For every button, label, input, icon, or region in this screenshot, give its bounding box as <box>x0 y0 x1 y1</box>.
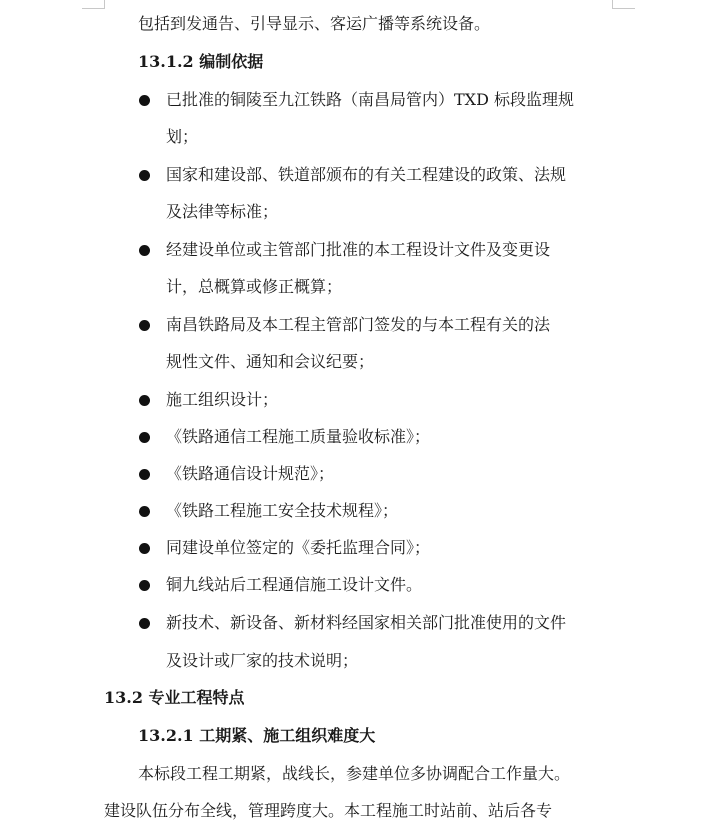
list-item-line: 计，总概算或修正概算； <box>166 277 343 296</box>
page-corner-mark-left <box>82 0 105 9</box>
bullet-icon <box>139 618 150 629</box>
bullet-icon <box>139 432 150 443</box>
list-item-line: 《铁路通信工程施工质量验收标准》； <box>166 427 431 446</box>
paragraph-line: 建设队伍分布全线，管理跨度大。本工程施工时站前、站后各专 <box>104 801 553 820</box>
intro-line: 包括到发通告、引导显示、客运广播等系统设备。 <box>138 14 491 33</box>
list-item-line: 及设计或厂家的技术说明； <box>166 651 359 670</box>
list-item-line: 及法律等标准； <box>166 202 279 221</box>
paragraph-line: 本标段工程工期紧，战线长，参建单位多协调配合工作量大。 <box>138 764 571 783</box>
bullet-icon <box>139 395 150 406</box>
list-item-line: 新技术、新设备、新材料经国家相关部门批准使用的文件 <box>166 613 567 632</box>
list-item-line: 《铁路工程施工安全技术规程》； <box>166 501 399 520</box>
list-item-line: 铜九线站后工程通信施工设计文件。 <box>166 575 423 594</box>
list-item-line: 划； <box>166 127 199 146</box>
bullet-icon <box>139 170 150 181</box>
list-item-line: 已批准的铜陵至九江铁路（南昌局管内）TXD 标段监理规 <box>166 90 574 109</box>
bullet-icon <box>139 543 150 554</box>
list-item-line: 南昌铁路局及本工程主管部门签发的与本工程有关的法 <box>166 315 551 334</box>
list-item-line: 经建设单位或主管部门批准的本工程设计文件及变更设 <box>166 240 551 259</box>
page-corner-mark-right <box>612 0 635 9</box>
bullet-icon <box>139 320 150 331</box>
list-item-line: 施工组织设计； <box>166 390 279 409</box>
section-heading-13-2-1: 13.2.1 工期紧、施工组织难度大 <box>138 726 376 745</box>
bullet-icon <box>139 506 150 517</box>
list-item-line: 《铁路通信设计规范》； <box>166 464 335 483</box>
bullet-icon <box>139 580 150 591</box>
bullet-icon <box>139 245 150 256</box>
bullet-icon <box>139 95 150 106</box>
bullet-icon <box>139 469 150 480</box>
section-heading-13-2: 13.2 专业工程特点 <box>104 688 245 707</box>
list-item-line: 规性文件、通知和会议纪要； <box>166 352 375 371</box>
list-item-line: 国家和建设部、铁道部颁布的有关工程建设的政策、法规 <box>166 165 567 184</box>
section-heading-13-1-2: 13.1.2 编制依据 <box>138 52 264 71</box>
list-item-line: 同建设单位签定的《委托监理合同》； <box>166 538 431 557</box>
